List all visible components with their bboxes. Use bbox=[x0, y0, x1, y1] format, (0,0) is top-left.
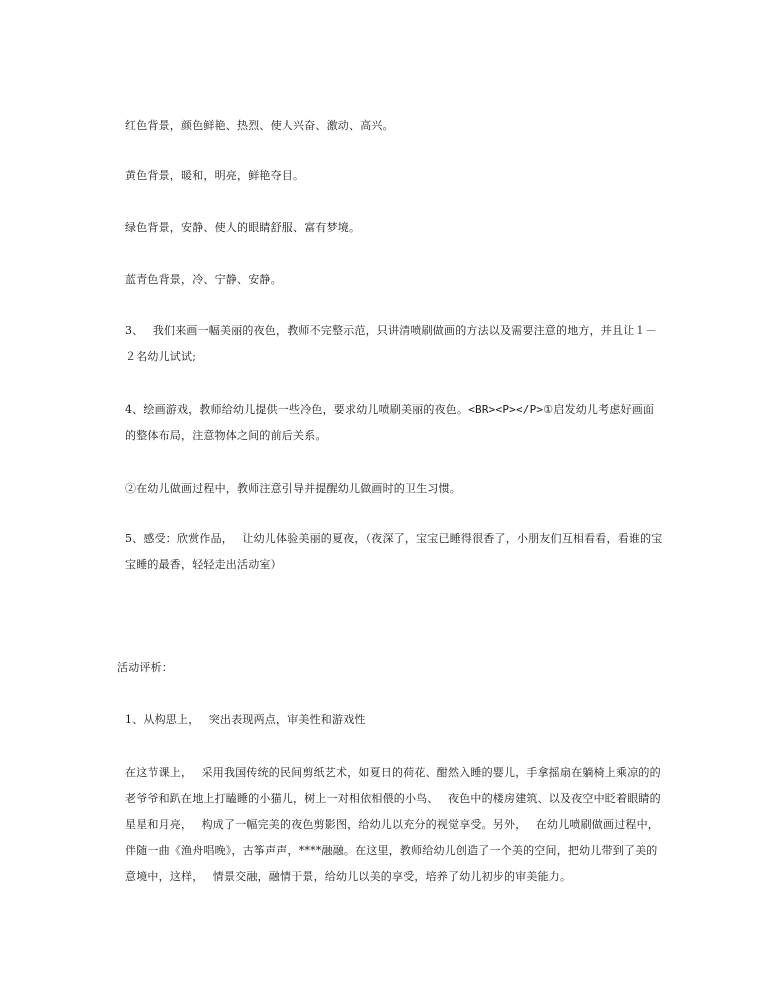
step-4-text: 4、绘画游戏，教师给幼儿提供一些冷色，要求幼儿喷刷美丽的夜色。 bbox=[125, 403, 469, 416]
section-heading-evaluation: 活动评析： bbox=[117, 661, 173, 674]
step-4-tip: ①启发幼儿考虑好画面的整体布局，注意物体之间的前后关系。 bbox=[125, 403, 655, 442]
paragraph-red-background: 红色背景，颜色鲜艳、热烈、使人兴奋、激动、高兴。 bbox=[125, 119, 394, 132]
paragraph-green-background: 绿色背景，安静、使人的眼睛舒服、富有梦境。 bbox=[125, 221, 361, 234]
paragraph-yellow-background: 黄色背景，暖和，明亮，鲜艳夺目。 bbox=[125, 169, 305, 182]
paragraph-step-3: 3、 我们来画一幅美丽的夜色，教师不完整示范，只讲清喷刷做画的方法以及需要注意的地方，并且让１－２名幼儿试试; bbox=[125, 324, 657, 363]
paragraph-evaluation-1: 1、从构思上， 突出表现两点，审美性和游戏性 bbox=[125, 713, 366, 726]
paragraph-evaluation-body: 在这节课上， 采用我国传统的民间剪纸艺术，如夏日的荷花、酣然入睡的婴儿，手拿摇扇在躺椅上乘凉的的老爷爷和趴在地上打瞌睡的小猫儿，树上一对相依相偎的小鸟、 夜色中的楼房建筑、以及夜空中眨着眼睛的星星和月亮， 构成了一幅完美的夜色剪影图，给幼儿以充分的视觉享受。另外， 在幼儿喷刷做画过程中，伴随一曲《渔舟唱晚》，古筝声声，****融融。在这里，教师给幼儿创造了一个美的空间，把幼儿带到了美的意境中，这样， 情景交融，融情于景，给幼儿以美的享受，培养了幼儿初步的审美能力。 bbox=[125, 766, 661, 883]
paragraph-step-4 bbox=[117, 397, 665, 449]
paragraph-step-5: 5、感受：欣赏作品， 让幼儿体验美丽的夏夜，（夜深了，宝宝已睡得很香了，小朋友们互相看看，看谁的宝宝睡的最香，轻轻走出活动室） bbox=[125, 532, 663, 571]
paragraph-hygiene: ②在幼儿做画过程中，教师注意引导并提醒幼儿做画时的卫生习惯。 bbox=[125, 482, 461, 495]
html-tag-text: <BR><P></P> bbox=[468, 403, 544, 416]
paragraph-blue-background: 蓝青色背景，冷、宁静、安静。 bbox=[125, 273, 282, 286]
